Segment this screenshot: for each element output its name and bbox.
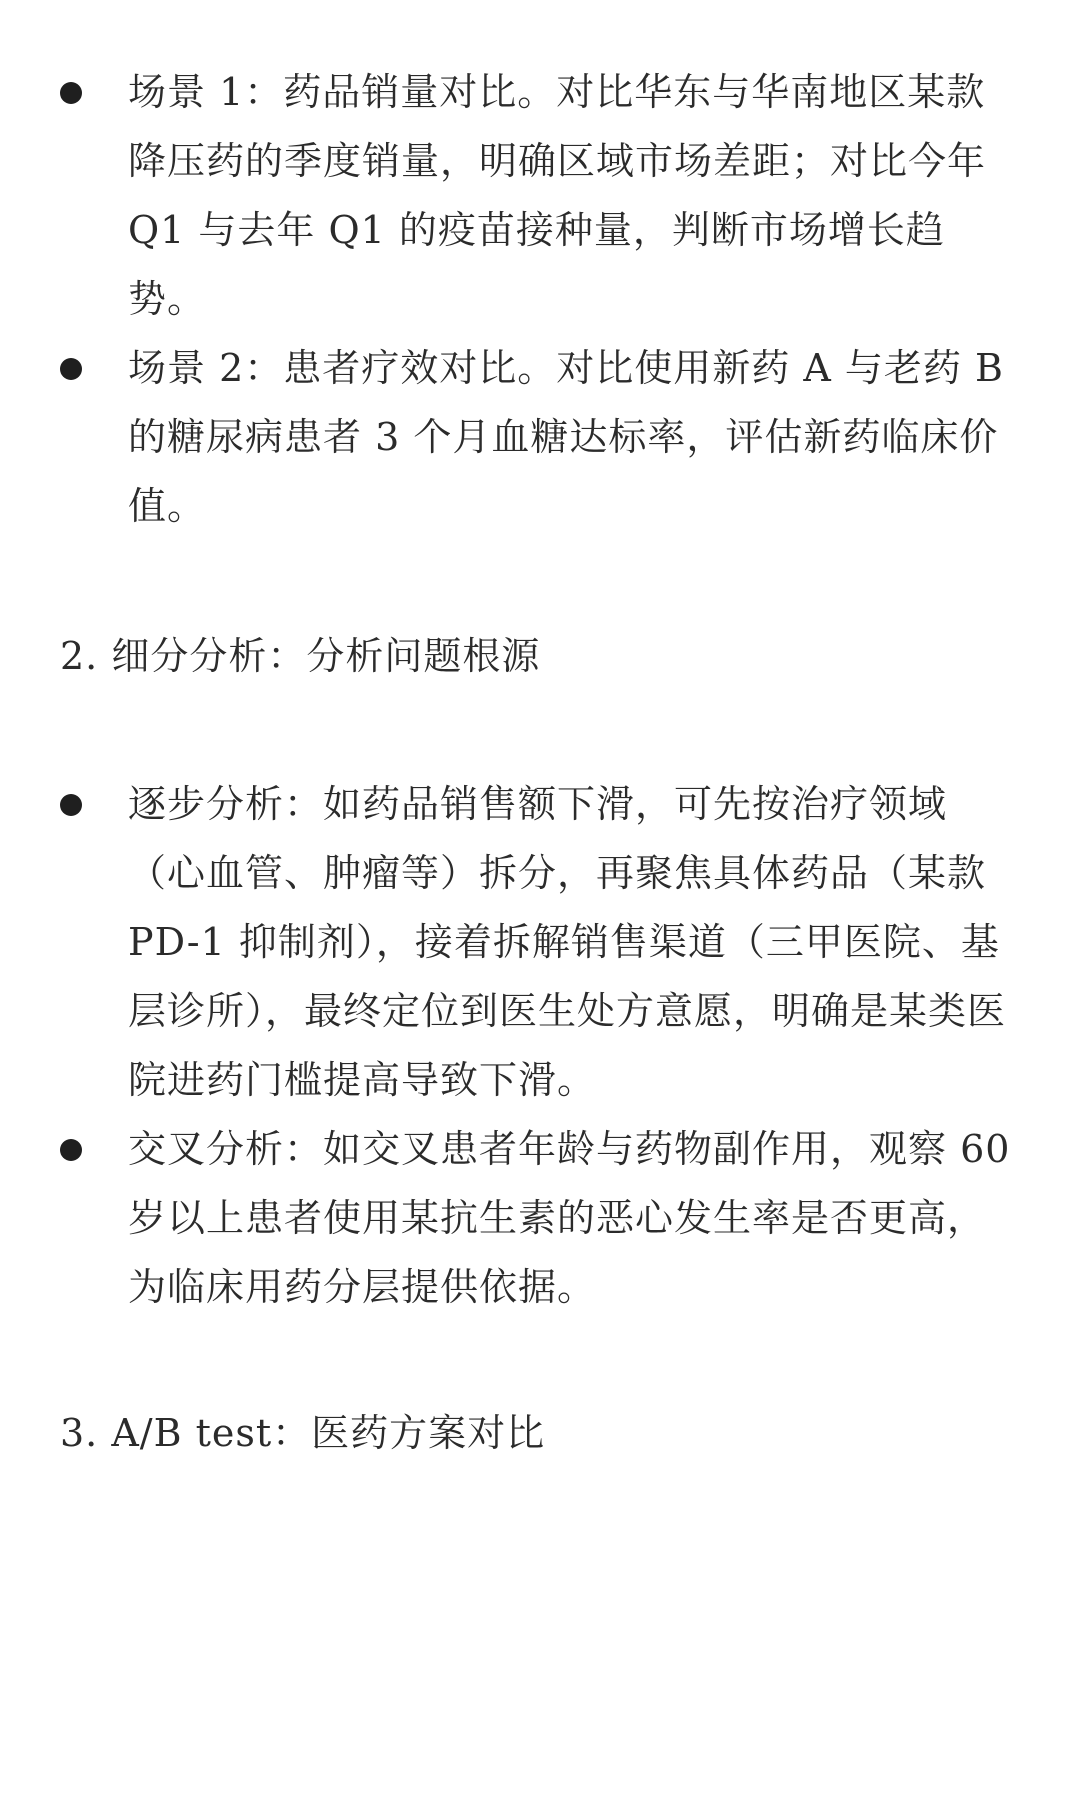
list-item (60, 58, 1020, 334)
list-item (60, 334, 1020, 541)
list-item-text: 交叉分析：如交叉患者年龄与药物副作用，观察 60 岁以上患者使用某抗生素的恶心发生率是否更高，为临床用药分层提供依据。 (128, 1127, 1011, 1309)
section-heading: 2. 细分分析：分析问题根源 (60, 634, 541, 678)
analysis-list (60, 770, 1020, 1322)
list-item-text: 场景 1：药品销量对比。对比华东与华南地区某款降压药的季度销量，明确区域市场差距；对比今年 Q1 与去年 Q1 的疫苗接种量，判断市场增长趋势。 (128, 70, 987, 321)
list-item (60, 770, 1020, 1115)
bullet-icon (60, 1139, 82, 1161)
bullet-icon (60, 82, 82, 104)
list-item-text: 场景 2：患者疗效对比。对比使用新药 A 与老药 B 的糖尿病患者 3 个月血糖达标率，评估新药临床价值。 (128, 346, 1004, 528)
bullet-icon (60, 358, 82, 380)
list-item (60, 1115, 1020, 1322)
list-item-text: 逐步分析：如药品销售额下滑，可先按治疗领域（心血管、肿瘤等）拆分，再聚焦具体药品（某款 PD-1 抑制剂），接着拆解销售渠道（三甲医院、基层诊所），最终定位到医生处方意愿，明确是某类医院进药门槛提高导致下滑。 (128, 782, 1007, 1102)
bullet-icon (60, 794, 82, 816)
section-heading: 3. A/B test：医药方案对比 (60, 1411, 546, 1455)
scenario-list (60, 58, 1020, 541)
